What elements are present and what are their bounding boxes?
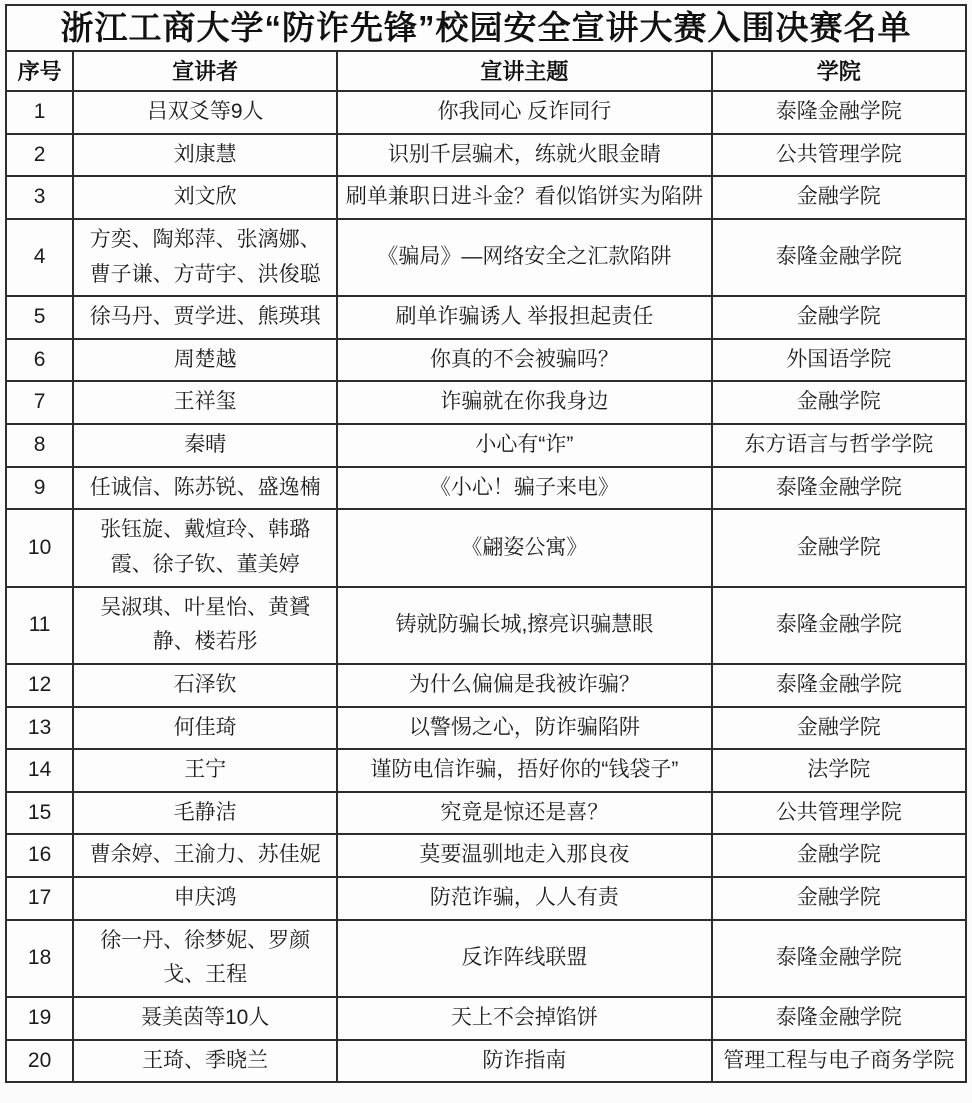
table-row [6,381,966,424]
cell-topic: 《小心！骗子来电》 [337,467,711,510]
cell-topic: 你我同心 反诈同行 [337,91,711,134]
cell-presenter: 吴淑琪、叶星怡、黄贇静、楼若彤 [73,587,337,664]
cell-college: 泰隆金融学院 [712,587,966,664]
cell-college: 公共管理学院 [712,792,966,835]
table-body [6,91,966,1082]
cell-college: 金融学院 [712,381,966,424]
cell-topic: 诈骗就在你我身边 [337,381,711,424]
table-row [6,877,966,920]
cell-topic: 《骗局》—网络安全之汇款陷阱 [337,219,711,296]
header-row [6,51,966,91]
table-row [6,424,966,467]
cell-presenter: 吕双爻等9人 [73,91,337,134]
cell-college: 泰隆金融学院 [712,664,966,707]
cell-topic: 刷单兼职日进斗金？看似馅饼实为陷阱 [337,176,711,219]
cell-no: 15 [6,792,73,835]
cell-presenter: 曹余婷、王渝力、苏佳妮 [73,834,337,877]
cell-presenter: 刘文欣 [73,176,337,219]
table-row [6,134,966,177]
cell-no: 9 [6,467,73,510]
cell-no: 6 [6,339,73,382]
cell-presenter: 申庆鸿 [73,877,337,920]
cell-topic: 谨防电信诈骗，捂好你的“钱袋子” [337,749,711,792]
cell-no: 10 [6,509,73,586]
table-row [6,339,966,382]
cell-topic: 小心有“诈” [337,424,711,467]
cell-college: 泰隆金融学院 [712,219,966,296]
cell-presenter: 徐一丹、徐梦妮、罗颜戈、王程 [73,920,337,997]
cell-no: 20 [6,1040,73,1083]
cell-topic: 识别千层骗术，练就火眼金睛 [337,134,711,177]
cell-college: 金融学院 [712,176,966,219]
table-row [6,707,966,750]
table-row [6,792,966,835]
cell-topic: 刷单诈骗诱人 举报担起责任 [337,296,711,339]
finalists-table [5,4,967,1083]
cell-topic: 铸就防骗长城,擦亮识骗慧眼 [337,587,711,664]
table-row [6,509,966,586]
cell-no: 7 [6,381,73,424]
table-row [6,91,966,134]
cell-topic: 为什么偏偏是我被诈骗？ [337,664,711,707]
cell-topic: 以警惕之心，防诈骗陷阱 [337,707,711,750]
cell-college: 法学院 [712,749,966,792]
column-header-college: 学院 [712,51,966,91]
cell-presenter: 毛静洁 [73,792,337,835]
cell-presenter: 徐马丹、贾学进、熊瑛琪 [73,296,337,339]
cell-topic: 《翩姿公寓》 [337,509,711,586]
table-row [6,467,966,510]
cell-presenter: 周楚越 [73,339,337,382]
cell-no: 18 [6,920,73,997]
cell-presenter: 王宁 [73,749,337,792]
table-row [6,749,966,792]
cell-college: 公共管理学院 [712,134,966,177]
cell-presenter: 任诚信、陈苏锐、盛逸楠 [73,467,337,510]
cell-presenter: 王祥玺 [73,381,337,424]
cell-presenter: 何佳琦 [73,707,337,750]
cell-no: 13 [6,707,73,750]
page-title: 浙江工商大学“防诈先锋”校园安全宣讲大赛入围决赛名单 [6,5,966,51]
cell-college: 金融学院 [712,834,966,877]
cell-no: 17 [6,877,73,920]
table-row [6,997,966,1040]
cell-college: 金融学院 [712,296,966,339]
cell-presenter: 王琦、季晓兰 [73,1040,337,1083]
cell-no: 2 [6,134,73,177]
cell-presenter: 聂美茵等10人 [73,997,337,1040]
cell-college: 东方语言与哲学学院 [712,424,966,467]
cell-topic: 防诈指南 [337,1040,711,1083]
cell-no: 3 [6,176,73,219]
cell-no: 8 [6,424,73,467]
cell-college: 金融学院 [712,877,966,920]
cell-no: 12 [6,664,73,707]
table-row [6,1040,966,1083]
table-row [6,664,966,707]
column-header-no: 序号 [6,51,73,91]
cell-topic: 莫要温驯地走入那良夜 [337,834,711,877]
cell-no: 11 [6,587,73,664]
cell-college: 泰隆金融学院 [712,91,966,134]
cell-no: 1 [6,91,73,134]
cell-presenter: 刘康慧 [73,134,337,177]
column-header-presenter: 宣讲者 [73,51,337,91]
title-row [6,5,966,51]
cell-no: 19 [6,997,73,1040]
cell-topic: 究竟是惊还是喜？ [337,792,711,835]
cell-college: 泰隆金融学院 [712,467,966,510]
cell-presenter: 石泽钦 [73,664,337,707]
cell-presenter: 秦晴 [73,424,337,467]
cell-presenter: 张钰旋、戴煊玲、韩璐霞、徐子钦、董美婷 [73,509,337,586]
cell-college: 泰隆金融学院 [712,920,966,997]
cell-topic: 你真的不会被骗吗？ [337,339,711,382]
cell-college: 外国语学院 [712,339,966,382]
cell-no: 4 [6,219,73,296]
table-row [6,920,966,997]
cell-topic: 天上不会掉馅饼 [337,997,711,1040]
cell-topic: 防范诈骗，人人有责 [337,877,711,920]
cell-presenter: 方奕、陶郑萍、张漓娜、曹子谦、方苛宇、洪俊聪 [73,219,337,296]
cell-college: 泰隆金融学院 [712,997,966,1040]
table-row [6,219,966,296]
cell-no: 14 [6,749,73,792]
table-row [6,587,966,664]
cell-no: 5 [6,296,73,339]
cell-college: 管理工程与电子商务学院 [712,1040,966,1083]
cell-no: 16 [6,834,73,877]
cell-topic: 反诈阵线联盟 [337,920,711,997]
cell-college: 金融学院 [712,707,966,750]
table-row [6,296,966,339]
column-header-topic: 宣讲主题 [337,51,711,91]
cell-college: 金融学院 [712,509,966,586]
table-row [6,176,966,219]
table-row [6,834,966,877]
